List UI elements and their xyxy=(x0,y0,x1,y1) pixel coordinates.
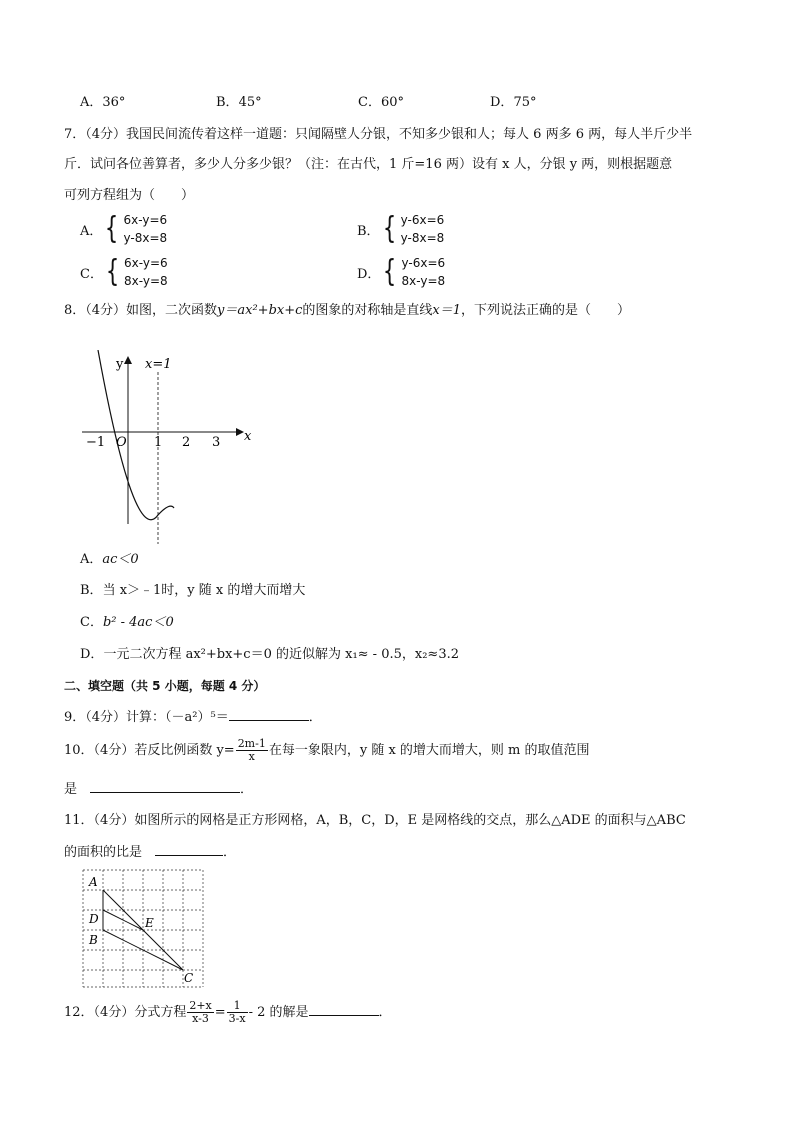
q10-line1: 10．（4分）若反比例函数 y= $\frac{2m-1}{x}$ 在每一象限内，y 随 x 的增大而增大，则 m 的取值范围 xyxy=(64,737,590,763)
q6-option-b: B．45° xyxy=(216,95,262,110)
brace-icon: { xyxy=(105,254,120,289)
q7-option-c-letter: C． xyxy=(80,266,103,282)
q8-stem: 8．（4分）如图，二次函数y＝ax²+bx+c的图象的对称轴是直线x＝1，下列说法正确的是（ ） xyxy=(64,303,631,318)
tick-label: −1 xyxy=(86,435,106,450)
point-d-label: D xyxy=(89,912,99,926)
x-axis-label: x xyxy=(244,429,252,444)
answer-blank[interactable] xyxy=(309,1003,379,1016)
q7-line1: 7．（4分）我国民间流传着这样一道题：只闻隔壁人分银，不知多少银和人；每人 6 两多 6 两，每人半斤少半 xyxy=(64,127,693,142)
q7-option-d xyxy=(357,254,445,290)
q6-option-a: A．36° xyxy=(80,95,126,110)
answer-blank[interactable] xyxy=(155,843,223,856)
brace-icon: { xyxy=(382,211,396,246)
brace-icon: { xyxy=(383,254,397,289)
q7-line2: 斤．试问各位善算者，多少人分多少银？（注：在古代，1 斤=16 两）设有 x 人，分银 y 两，则根据题意 xyxy=(64,157,673,172)
q6-option-c: C．60° xyxy=(358,95,404,110)
q7-option-c xyxy=(80,254,168,290)
parabola-graph xyxy=(78,350,258,550)
tick-label: 3 xyxy=(212,435,221,450)
q7-b-eq1: y-6x=6 xyxy=(400,213,445,227)
q8-option-b: B．当 x＞﹣1时，y 随 x 的增大而增大 xyxy=(80,583,306,598)
fraction: $\frac{1}{3-x}$ xyxy=(228,999,246,1025)
q7-option-b xyxy=(357,211,444,247)
q10-line2: 是 ． xyxy=(64,782,254,797)
x-axis-arrow-icon xyxy=(236,428,244,436)
q7-c-eq2: 8x-y=8 xyxy=(124,274,168,288)
q7-option-a-letter: A． xyxy=(80,223,103,239)
point-b-label: B xyxy=(89,933,98,947)
tick-label: 1 xyxy=(154,435,163,450)
q8-option-d: D．一元二次方程 ax²+bx+c＝0 的近似解为 x₁≈ - 0.5，x₂≈3.2 xyxy=(80,647,459,662)
q7-c-eq1: 6x-y=6 xyxy=(124,256,168,270)
point-e-label: E xyxy=(145,916,154,930)
fraction: $\frac{2+x}{x-3}$ xyxy=(189,999,212,1025)
q7-option-a xyxy=(80,211,167,247)
fraction: $\frac{2m-1}{x}$ xyxy=(237,737,266,763)
q7-d-eq1: y-6x=6 xyxy=(401,256,446,270)
q7-b-eq2: y-8x=8 xyxy=(400,231,445,245)
q7-a-eq1: 6x-y=6 xyxy=(123,213,168,227)
grid-lines xyxy=(83,870,203,987)
q7-a-eq2: y-8x=8 xyxy=(123,231,168,245)
q8-option-c: C．b² - 4ac＜0 xyxy=(80,615,174,630)
brace-icon: { xyxy=(105,211,119,246)
answer-blank[interactable] xyxy=(90,780,240,793)
parabola-curve xyxy=(98,350,174,520)
q6-option-d: D．75° xyxy=(490,95,537,110)
symmetry-label: x=1 xyxy=(145,357,172,372)
q7-d-eq2: 8x-y=8 xyxy=(401,274,446,288)
point-c-label: C xyxy=(184,971,194,985)
q8-option-a: A．ac＜0 xyxy=(80,552,139,567)
section-title: 二、填空题（共 5 小题，每题 4 分） xyxy=(64,679,266,693)
q11-line1: 11．（4分）如图所示的网格是正方形网格，A，B，C，D，E 是网格线的交点，那么△ADE 的面积与△ABC xyxy=(64,813,686,828)
point-a-label: A xyxy=(89,875,98,889)
tick-label: 2 xyxy=(182,435,191,450)
origin-label: O xyxy=(116,435,127,450)
answer-blank[interactable] xyxy=(229,708,309,721)
y-axis-arrow-icon xyxy=(124,356,132,364)
q7-option-d-letter: D． xyxy=(357,266,381,282)
q11-line2: 的面积的比是 ． xyxy=(64,845,237,860)
y-axis-label: y xyxy=(116,357,124,372)
q9-line: 9．（4分）计算：（－a²）⁵＝ ． xyxy=(64,710,322,725)
q12-line: 12．（4分）分式方程 $\frac{2+x}{x-3}$ = $\frac{1}{3-x}$ - 2 的解是 ． xyxy=(64,999,392,1025)
grid-figure xyxy=(80,866,210,992)
q7-option-b-letter: B． xyxy=(357,223,380,239)
q7-line3: 可列方程组为（ ） xyxy=(64,188,195,203)
